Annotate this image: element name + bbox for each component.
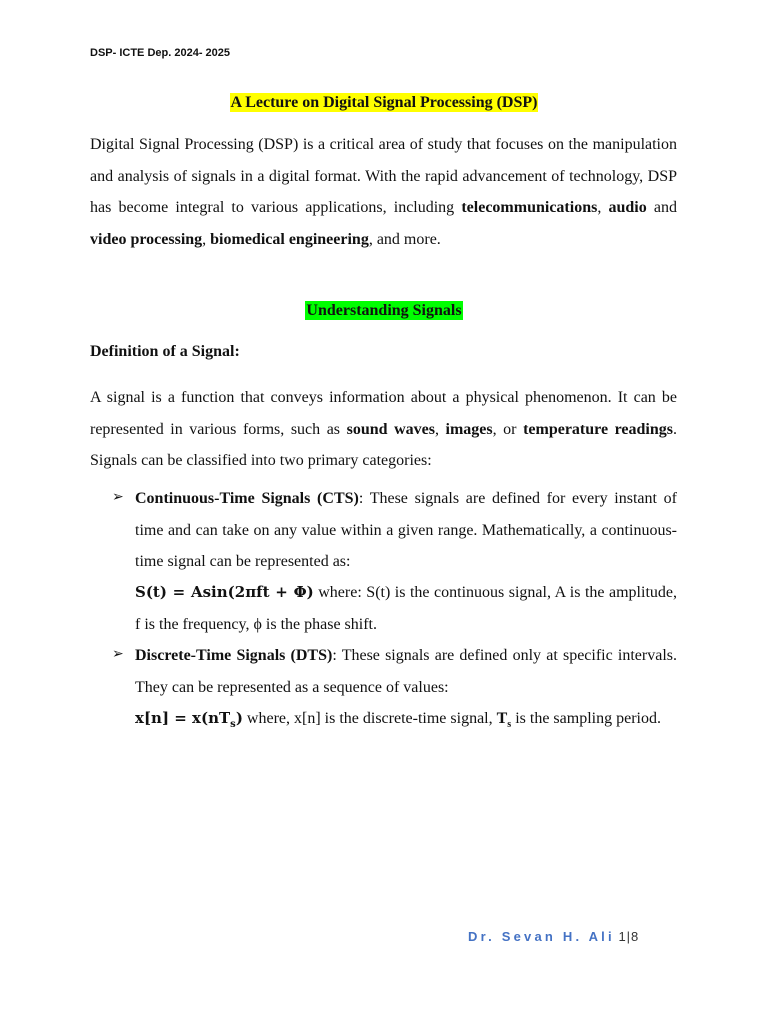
section-heading: Understanding Signals bbox=[306, 302, 462, 319]
cts-equation: S(t) = Asin(2πft + Φ) bbox=[135, 583, 314, 601]
dts-text: : These signals are defined only at specific intervals. They can be represented as a sequence of values: bbox=[135, 647, 678, 696]
cts-formula-line bbox=[135, 577, 677, 640]
footer-page-number: 1|8 bbox=[618, 929, 640, 944]
cts-term: Continuous-Time Signals (CTS) bbox=[135, 490, 359, 507]
def-bold-sound: sound waves bbox=[346, 420, 435, 438]
def-sep: , bbox=[434, 420, 446, 438]
def-end: . Signals can be classified into two primary categories: bbox=[90, 420, 677, 469]
title-container bbox=[0, 94, 768, 112]
lecture-title: A Lecture on Digital Signal Processing (DSP) bbox=[230, 94, 538, 111]
intro-sep: and bbox=[646, 199, 677, 216]
dts-explain-a: where, x[n] is the discrete-time signal, bbox=[242, 710, 497, 727]
dts-explain-c: is the sampling period. bbox=[511, 710, 661, 727]
dts-equation bbox=[135, 709, 243, 730]
cts-explain: where: S(t) is the continuous signal, A is the amplitude, f is the frequency, ϕ is the phase shift. bbox=[135, 584, 677, 633]
dts-term: Discrete-Time Signals (DTS) bbox=[135, 647, 333, 664]
page-footer bbox=[468, 929, 639, 944]
definition-text: A signal is a function that conveys information about a physical phenomenon. It can be represented in various forms, such as bbox=[90, 389, 677, 438]
section-heading-container bbox=[0, 302, 768, 320]
dts-eq-end: ) bbox=[235, 709, 243, 727]
intro-bold-audio: audio bbox=[608, 199, 647, 216]
footer-author: Dr. Sevan H. Ali bbox=[468, 929, 615, 944]
intro-bold-telecom: telecommunications bbox=[461, 199, 598, 216]
intro-sep: , bbox=[202, 230, 211, 248]
sampling-symbol bbox=[496, 710, 512, 731]
intro-paragraph bbox=[90, 129, 677, 255]
dts-eq-sub: s bbox=[230, 719, 236, 730]
def-bold-images: images bbox=[445, 420, 493, 438]
page-header: DSP- ICTE Dep. 2024- 2025 bbox=[90, 47, 231, 59]
bullet-dts bbox=[135, 640, 677, 703]
bullet-arrow-icon: ➢ bbox=[112, 647, 124, 662]
cts-text: : These signals are defined for every instant of time and can take on any value within a given range. Mathematically, a continuous-time signal can be represented as: bbox=[135, 490, 677, 570]
dts-formula-line bbox=[135, 703, 677, 741]
definition-heading: Definition of a Signal: bbox=[90, 343, 240, 360]
intro-bold-biomed: biomedical engineering bbox=[210, 230, 369, 248]
intro-bold-video: video processing bbox=[90, 230, 203, 248]
dts-eq-main: x[n] = x(nT bbox=[135, 709, 231, 727]
bullet-cts bbox=[135, 483, 677, 578]
def-bold-temperature: temperature readings bbox=[523, 420, 673, 438]
intro-sep: , bbox=[597, 199, 609, 216]
intro-text: Digital Signal Processing (DSP) is a critical area of study that focuses on the manipulation and analysis of signals in a digital format. With the rapid advancement of technology, DSP has become integral to various applications, including bbox=[90, 136, 677, 216]
sampling-sub: s bbox=[507, 719, 512, 731]
definition-paragraph bbox=[90, 382, 677, 477]
intro-end: , and more. bbox=[368, 230, 441, 248]
bullet-arrow-icon: ➢ bbox=[112, 490, 124, 505]
def-sep: , or bbox=[492, 420, 524, 438]
sampling-T: T bbox=[496, 710, 508, 727]
